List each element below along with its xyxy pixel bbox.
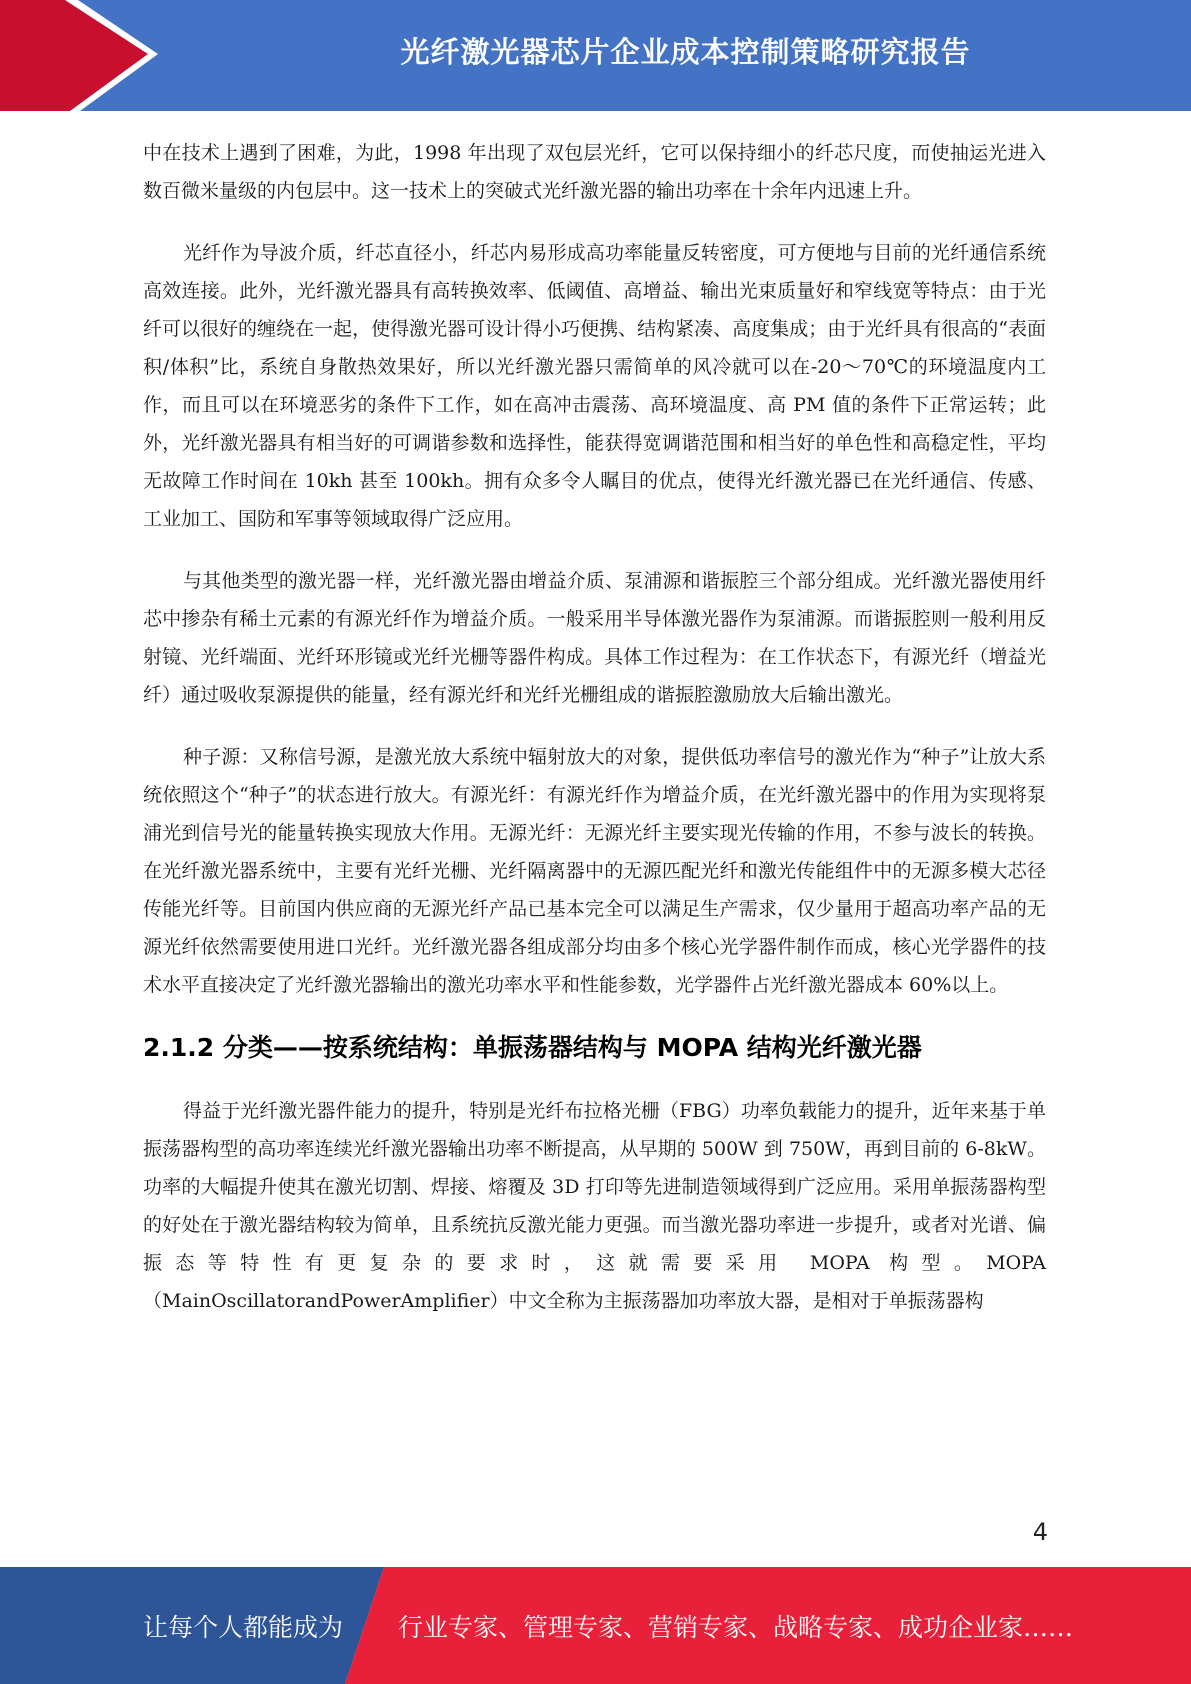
page-footer	[0, 1567, 1191, 1684]
section-paragraph: 得益于光纤激光器件能力的提升，特别是光纤布拉格光栅（FBG）功率负载能力的提升，近年来基于单振荡器构型的高功率连续光纤激光器输出功率不断提高，从早期的 500W 到 750W，再到目前的 6-8kW。功率的大幅提升使其在激光切割、焊接、熔覆及 3D 打印等先进制造领域得到广泛应用。采用单振荡器构型的好处在于激光器结构较为简单，且系统抗反激光能力更强。而当激光器功率进一步提升，或者对光谱、偏振态等特性有更复杂的要求时，这就需要采用 MOPA 构型。MOPA（MainOscillatorandPowerAmplifier）中文全称为主振荡器加功率放大器，是相对于单振荡器构	[143, 1100, 1046, 1312]
paragraph-2: 光纤作为导波介质，纤芯直径小，纤芯内易形成高功率能量反转密度，可方便地与目前的光纤通信系统高效连接。此外，光纤激光器具有高转换效率、低阈值、高增益、输出光束质量好和窄线宽等特点：由于光纤可以很好的缠绕在一起，使得激光器可设计得小巧便携、结构紧凑、高度集成；由于光纤具有很高的“表面积/体积”比，系统自身散热效果好，所以光纤激光器只需简单的风冷就可以在-20～70℃的环境温度内工作，而且可以在环境恶劣的条件下工作，如在高冲击震荡、高环境温度、高 PM 值的条件下正常运转；此外，光纤激光器具有相当好的可调谐参数和选择性，能获得宽调谐范围和相当好的单色性和高稳定性，平均无故障工作时间在 10kh 甚至 100kh。拥有众多令人瞩目的优点，使得光纤激光器已在光纤通信、传感、工业加工、国防和军事等领域取得广泛应用。	[143, 242, 1046, 530]
footer-slogan-right: 行业专家、管理专家、营销专家、战略专家、成功企业家……	[398, 1612, 1074, 1642]
page-content	[143, 134, 1046, 1344]
page-number: 4	[1032, 1518, 1048, 1546]
report-title: 光纤激光器芯片企业成本控制策略研究报告	[400, 35, 971, 69]
paragraph-4: 种子源：又称信号源，是激光放大系统中辐射放大的对象，提供低功率信号的激光作为“种子”让放大系统依照这个“种子”的状态进行放大。有源光纤：有源光纤作为增益介质，在光纤激光器中的作用为实现将泵浦光到信号光的能量转换实现放大作用。无源光纤：无源光纤主要实现光传输的作用，不参与波长的转换。在光纤激光器系统中，主要有光纤光栅、光纤隔离器中的无源匹配光纤和激光传能组件中的无源多模大芯径传能光纤等。目前国内供应商的无源光纤产品已基本完全可以满足生产需求，仅少量用于超高功率产品的无源光纤依然需要使用进口光纤。光纤激光器各组成部分均由多个核心光学器件制作而成，核心光学器件的技术水平直接决定了光纤激光器输出的激光功率水平和性能参数，光学器件占光纤激光器成本 60%以上。	[143, 746, 1046, 996]
paragraph-3: 与其他类型的激光器一样，光纤激光器由增益介质、泵浦源和谐振腔三个部分组成。光纤激光器使用纤芯中掺杂有稀土元素的有源光纤作为增益介质。一般采用半导体激光器作为泵浦源。而谐振腔则一般利用反射镜、光纤端面、光纤环形镜或光纤光栅等器件构成。具体工作过程为：在工作状态下，有源光纤（增益光纤）通过吸收泵源提供的能量，经有源光纤和光纤光栅组成的谐振腔激励放大后输出激光。	[143, 570, 1046, 706]
page-header	[0, 0, 1191, 111]
footer-slogan-left: 让每个人都能成为	[143, 1612, 344, 1642]
section-heading: 2.1.2 分类——按系统结构：单振荡器结构与 MOPA 结构光纤激光器	[143, 1033, 922, 1062]
paragraph-1: 中在技术上遇到了困难，为此，1998 年出现了双包层光纤，它可以保持细小的纤芯尺度，而使抽运光进入数百微米量级的内包层中。这一技术上的突破式光纤激光器的输出功率在十余年内迅速上升。	[143, 142, 1046, 202]
